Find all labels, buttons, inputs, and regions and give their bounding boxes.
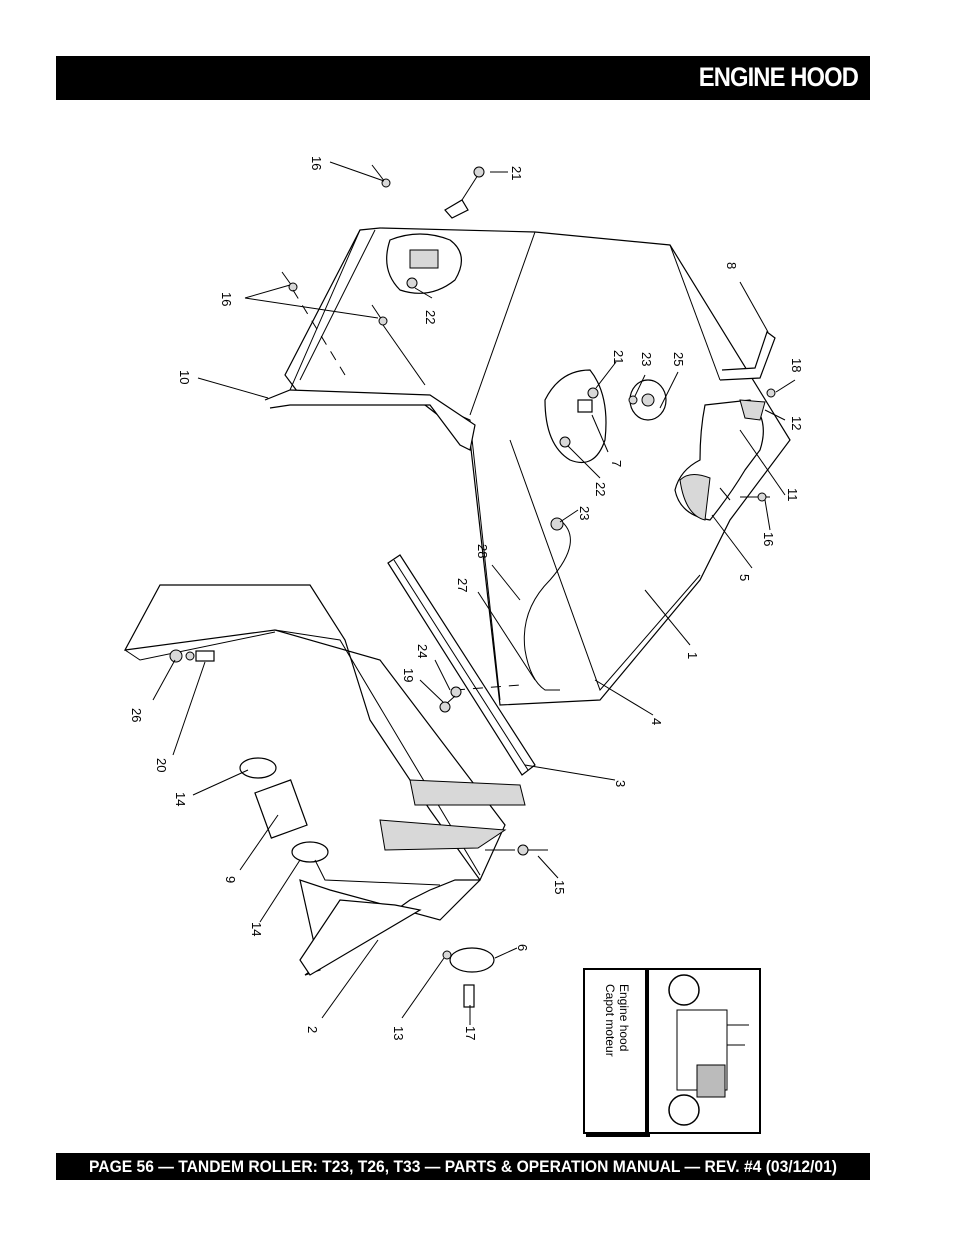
end-cap: [443, 845, 548, 1007]
callout-14-top: 14: [173, 792, 188, 807]
callout-11: 11: [785, 488, 800, 502]
callout-7: 7: [609, 460, 624, 468]
callout-16-right: 16: [761, 532, 776, 547]
machine-thumbnail: [647, 968, 761, 1134]
callout-19: 19: [401, 668, 416, 683]
callout-23-low: 23: [577, 506, 592, 521]
lower-body: [125, 585, 525, 975]
callout-21-top: 21: [509, 166, 524, 181]
bolt-set: [170, 650, 214, 662]
callout-9: 9: [223, 876, 238, 884]
callout-3: 3: [613, 780, 628, 788]
callout-22-top: 22: [423, 310, 438, 325]
callout-1: 1: [685, 652, 700, 660]
callout-24: 24: [415, 644, 430, 659]
callout-21-mid: 21: [611, 350, 626, 365]
callout-2: 2: [305, 1026, 320, 1034]
callout-14-low: 14: [249, 922, 264, 937]
callout-25: 25: [671, 352, 686, 367]
page-footer: [56, 1153, 870, 1180]
callout-10: 10: [177, 370, 192, 385]
callout-17: 17: [463, 1026, 478, 1041]
callout-18: 18: [789, 358, 804, 373]
callout-23-mid: 23: [639, 352, 654, 367]
roller-sketch: [649, 970, 759, 1132]
callout-12: 12: [789, 416, 804, 431]
callout-16-top: 16: [309, 156, 324, 171]
callout-4: 4: [649, 718, 664, 726]
callout-6: 6: [515, 944, 530, 952]
inset-label-french: Capot moteur: [603, 984, 617, 1057]
callout-5: 5: [737, 574, 752, 582]
callout-27: 27: [455, 578, 470, 593]
footer-text: PAGE 56 — TANDEM ROLLER: T23, T26, T33 — PARTS & OPERATION MANUAL — REV. #4 (03/12/01): [89, 1157, 837, 1176]
page-title: ENGINE HOOD: [698, 62, 858, 92]
inset-label: [585, 970, 645, 1132]
callout-13: 13: [391, 1026, 406, 1041]
callout-20: 20: [154, 758, 169, 773]
latch-bracket: [445, 167, 484, 218]
callout-22-mid: 22: [593, 482, 608, 497]
callout-28: 28: [475, 544, 490, 559]
grommet: [629, 380, 666, 420]
callout-26: 26: [129, 708, 144, 723]
callout-8: 8: [724, 262, 739, 270]
inset-label-box: [583, 968, 647, 1134]
callout-15: 15: [552, 880, 567, 895]
callout-16-left: 16: [219, 292, 234, 307]
inset-label-english: Engine hood: [617, 984, 631, 1052]
